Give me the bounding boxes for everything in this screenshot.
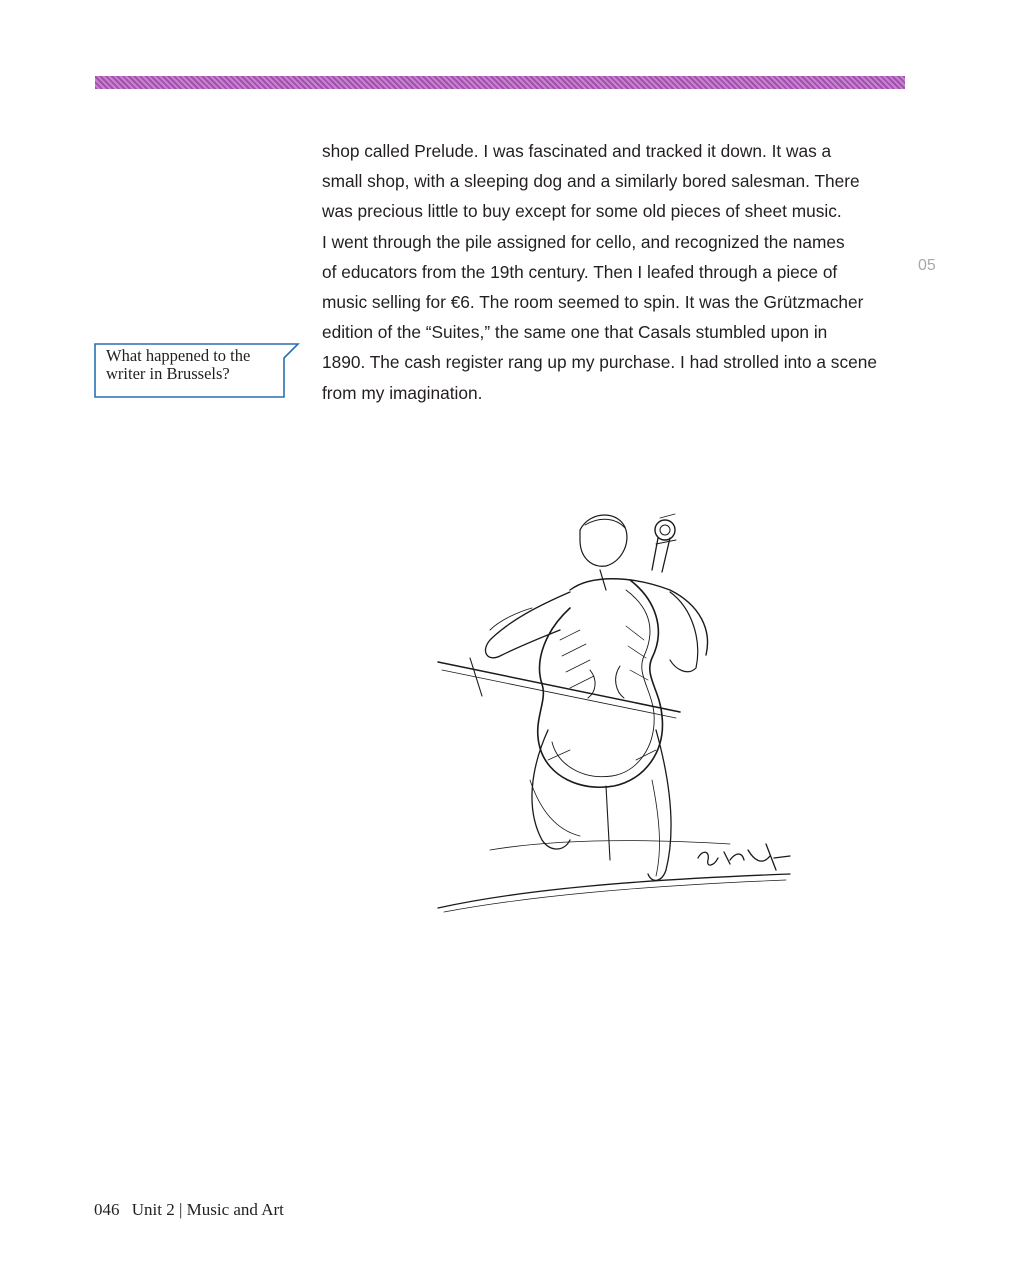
callout-question [106,347,286,383]
line-number-marker: 05 [918,257,936,274]
text-line: small shop, with a sleeping dog and a similarly bored salesman. There [322,171,860,192]
text-line: from my imagination. [322,382,483,403]
callout-line: writer in Brussels? [106,364,230,383]
text-line: 1890. The cash register rang up my purchase. I had strolled into a scene [322,352,877,373]
unit-label: Unit 2 | Music and Art [131,1200,284,1219]
text-line: shop called Prelude. I was fascinated and tracked it down. It was a [322,141,832,161]
page-number: 046 [94,1200,120,1219]
header-decorative-bar [95,76,905,89]
text-line: was precious little to buy except for some old pieces of sheet music. [322,201,842,222]
margin-question-callout [94,343,300,399]
text-line: of educators from the 19th century. Then I leafed through a piece of [322,261,838,282]
text-line: edition of the “Suites,” the same one that Casals stumbled upon in [322,322,828,343]
text-line: music selling for €6. The room seemed to spin. It was the Grützmacher [322,292,864,313]
cellist-sketch-illustration [430,480,810,930]
body-paragraph [322,136,922,408]
callout-line: What happened to the [106,346,251,365]
page-footer [94,1200,284,1220]
text-line: I went through the pile assigned for cello, and recognized the names [322,231,845,252]
